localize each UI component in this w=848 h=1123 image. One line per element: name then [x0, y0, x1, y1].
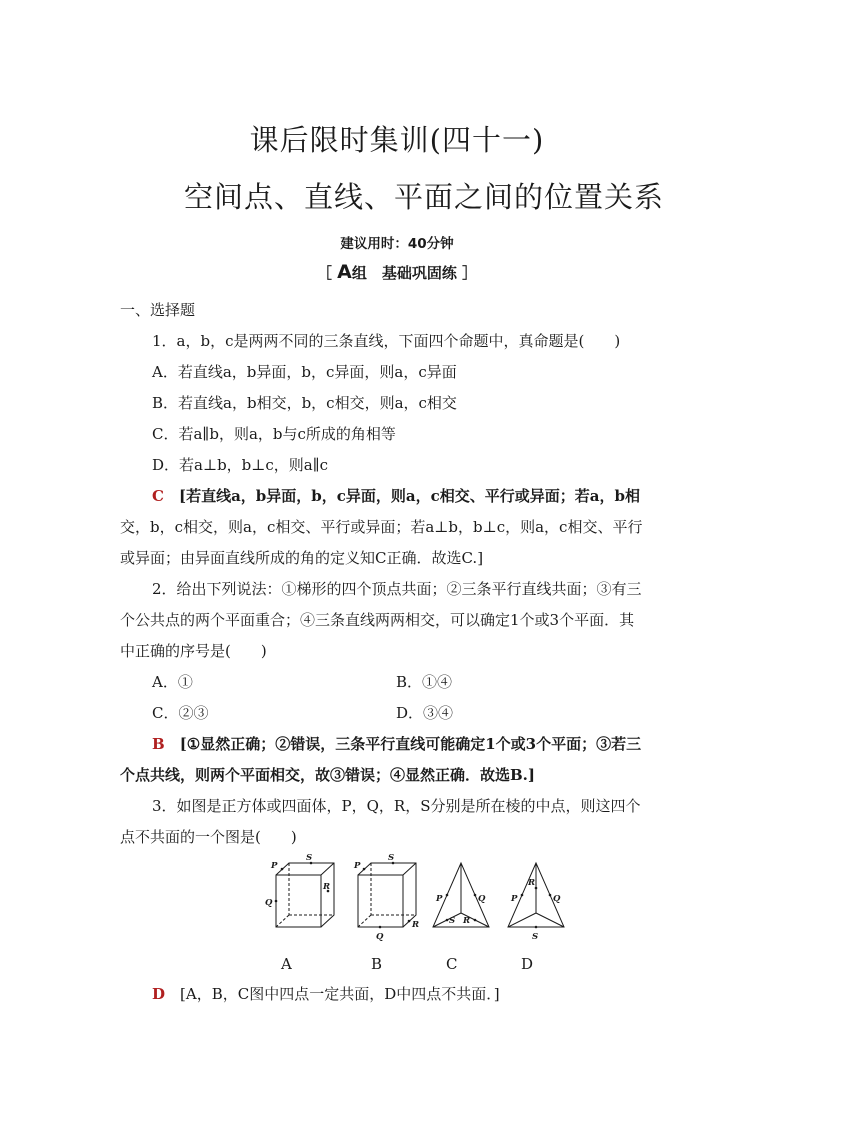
q2-stem-2: 个公共点的两个平面重合；④三条直线两两相交，可以确定1个或3个平面．其 — [120, 611, 635, 629]
q2-option-b: B．①④ — [396, 673, 453, 691]
q2-option-c: C．②③ — [152, 704, 209, 722]
q1-option-a: A．若直线a，b异面，b，c异面，则a，c异面 — [152, 363, 457, 381]
q2-explain-2: 个点共线，则两个平面相交，故③错误；④显然正确．故选B.] — [120, 766, 536, 784]
svg-text:S: S — [532, 932, 539, 942]
q3-figures — [265, 853, 568, 947]
q3-stem-2: 点不共面的一个图是( ) — [120, 828, 297, 846]
q1-option-b: B．若直线a，b相交，b，c相交，则a，c相交 — [152, 394, 457, 412]
q1-answer-line — [152, 486, 640, 506]
page-subtitle: 空间点、直线、平面之间的位置关系 — [183, 180, 664, 214]
time-hint: 建议用时：40分钟 — [340, 236, 454, 252]
svg-text:P: P — [271, 861, 278, 871]
q2-stem-3: 中正确的序号是( ) — [120, 642, 267, 660]
svg-text:S: S — [449, 916, 456, 926]
figure-b-points — [353, 853, 419, 942]
section-heading: 一、选择题 — [120, 301, 196, 319]
q1-explain-2: 交，b，c相交，则a，c相交、平行或异面；若a⊥b，b⊥c，则a，c相交、平行 — [120, 518, 643, 536]
group-open: ［ — [316, 264, 338, 282]
q1-option-d: D．若a⊥b，b⊥c，则a∥c — [152, 456, 329, 474]
q2-answer-line — [152, 734, 641, 754]
svg-text:S: S — [388, 853, 395, 863]
fig-label-d: D — [521, 955, 534, 973]
q3-stem-1: 3．如图是正方体或四面体，P，Q，R，S分别是所在棱的中点，则这四个 — [152, 797, 641, 815]
q2-option-d: D．③④ — [396, 704, 454, 722]
svg-text:R: R — [463, 916, 471, 926]
q1-explain-3: 或异面；由异面直线所成的角的定义知C正确．故选C.] — [120, 549, 484, 567]
q2-option-a: A．① — [152, 673, 193, 691]
fig-label-a: A — [281, 955, 292, 973]
svg-text:Q: Q — [553, 894, 561, 904]
svg-text:R: R — [323, 882, 331, 892]
svg-text:P: P — [511, 894, 518, 904]
q1-stem: 1．a，b，c是两两不同的三条直线，下面四个命题中，真命题是( ) — [152, 332, 621, 350]
group-text: 组 基础巩固练 ］ — [351, 264, 478, 282]
q1-answer: C — [152, 487, 164, 505]
q2-answer: B — [152, 735, 165, 753]
page-title: 课后限时集训(四十一) — [249, 123, 545, 157]
q2-stem-1: 2．给出下列说法：①梯形的四个顶点共面；②三条平行直线共面；③有三 — [152, 580, 642, 598]
group-letter: A — [337, 261, 352, 283]
fig-label-b: B — [371, 955, 383, 973]
q3-answer: D — [152, 985, 166, 1003]
q1-option-c: C．若a∥b，则a，b与c所成的角相等 — [152, 425, 396, 443]
figure-b-cube — [358, 863, 416, 927]
q2-explain-1: [①显然正确；②错误，三条平行直线可能确定1个或3个平面；③若三 — [179, 735, 642, 753]
svg-text:R: R — [528, 878, 536, 888]
svg-text:Q: Q — [478, 894, 486, 904]
q1-explain-1: [若直线a，b异面，b，c异面，则a，c相交、平行或异面；若a，b相 — [178, 487, 640, 505]
svg-text:P: P — [354, 861, 361, 871]
q3-explain: [A，B，C图中四点一定共面，D中四点不共面．] — [180, 985, 500, 1003]
figure-a-cube — [276, 863, 334, 927]
svg-text:Q: Q — [376, 932, 384, 942]
svg-text:Q: Q — [265, 898, 273, 908]
svg-text:S: S — [306, 853, 313, 863]
figure-a-points — [265, 853, 330, 908]
q3-answer-line — [152, 984, 500, 1004]
svg-text:R: R — [412, 920, 420, 930]
group-heading — [0, 261, 794, 283]
fig-label-c: C — [446, 955, 458, 973]
svg-text:P: P — [436, 894, 443, 904]
